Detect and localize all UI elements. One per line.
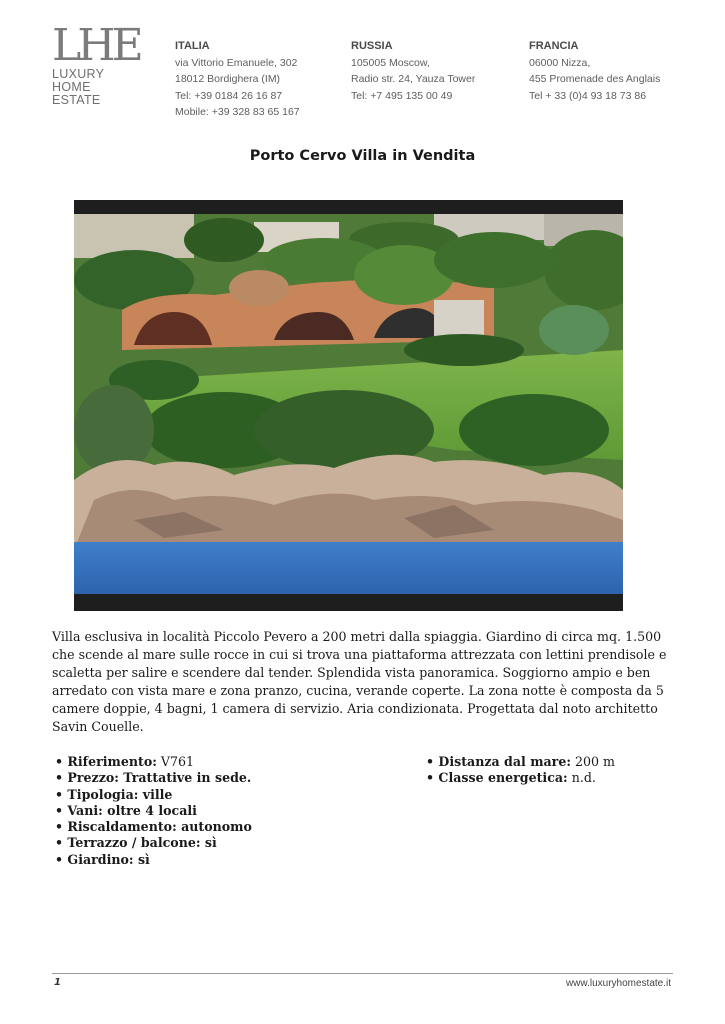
spec-item — [426, 754, 615, 770]
office-line: via Vittorio Emanuele, 302 — [175, 56, 298, 69]
spec-item — [55, 770, 252, 786]
office-russia — [351, 38, 475, 104]
page-number: 1 — [54, 977, 61, 988]
document-title: Porto Cervo Villa in Vendita — [249, 148, 476, 164]
spec-item — [55, 787, 252, 803]
spec-label: • Distanza dal mare: — [426, 754, 571, 769]
specs-list-right — [426, 754, 615, 787]
spec-item — [55, 803, 252, 819]
office-country: RUSSIA — [351, 40, 393, 52]
office-line: 06000 Nizza, — [529, 56, 591, 69]
specs-list-left — [55, 754, 252, 868]
office-line: Radio str. 24, Yauza Tower — [351, 73, 476, 85]
office-country: FRANCIA — [529, 40, 579, 52]
spec-label: • Riscaldamento: autonomo — [55, 819, 252, 835]
spec-label: • Tipologia: ville — [55, 786, 173, 802]
footer-divider — [52, 973, 673, 974]
spec-label: • Classe energetica: — [426, 770, 568, 786]
office-line: Tel + 33 (0)4 93 18 73 86 — [529, 89, 647, 102]
spec-item — [55, 852, 252, 868]
logo-line: LUXURY — [52, 67, 105, 81]
spec-label: • Vani: oltre 4 locali — [55, 802, 197, 818]
logo-line: HOME — [52, 80, 91, 94]
office-francia — [529, 38, 660, 104]
logo-mark: LHE — [52, 20, 140, 71]
villa-photo-illustration — [74, 200, 623, 611]
spec-value: 200 m — [570, 754, 615, 769]
property-description: Villa esclusiva in località Piccolo Pevero a 200 metri dalla spiaggia. Giardino di circa mq. 1.500 che scende al mare sulle rocce in cui si trova una piattaforma attrezzata con lettini prendisole e scaletta per salire e scendere dal tender. Splendida vista panoramica. Soggiorno ampio e ben arredato con vista mare e zona pranzo, cucina, verande coperte. La zona notte è composta da 5 camere doppie, 4 bagni, 1 camera di servizio. Aria condizionata. Progettata dal noto architetto Savin Couelle. — [52, 629, 667, 734]
spec-item — [55, 819, 252, 835]
spec-label: • Riferimento: — [55, 754, 157, 769]
office-country: ITALIA — [175, 40, 210, 52]
office-line: 105005 Moscow, — [351, 56, 430, 69]
logo-line: ESTATE — [52, 93, 101, 107]
spec-label: • Terrazzo / balcone: sì — [55, 835, 217, 851]
property-photo — [74, 200, 623, 611]
spec-value: V761 — [156, 754, 195, 769]
spec-item — [55, 754, 252, 770]
spec-value: n.d. — [567, 770, 596, 786]
office-line: 455 Promenade des Anglais — [529, 73, 661, 85]
office-line: Tel: +39 0184 26 16 87 — [175, 89, 283, 102]
spec-label: • Prezzo: Trattative in sede. — [55, 770, 252, 786]
office-line: 18012 Bordighera (IM) — [175, 73, 281, 85]
spec-item — [55, 835, 252, 851]
office-line: Tel: +7 495 135 00 49 — [351, 89, 453, 102]
office-line: Mobile: +39 328 83 65 167 — [175, 106, 300, 118]
office-italia — [175, 38, 300, 121]
website-url[interactable]: www.luxuryhomestate.it — [565, 978, 671, 989]
company-logo — [52, 20, 142, 118]
spec-label: • Giardino: sì — [55, 851, 150, 867]
spec-item — [426, 770, 615, 786]
